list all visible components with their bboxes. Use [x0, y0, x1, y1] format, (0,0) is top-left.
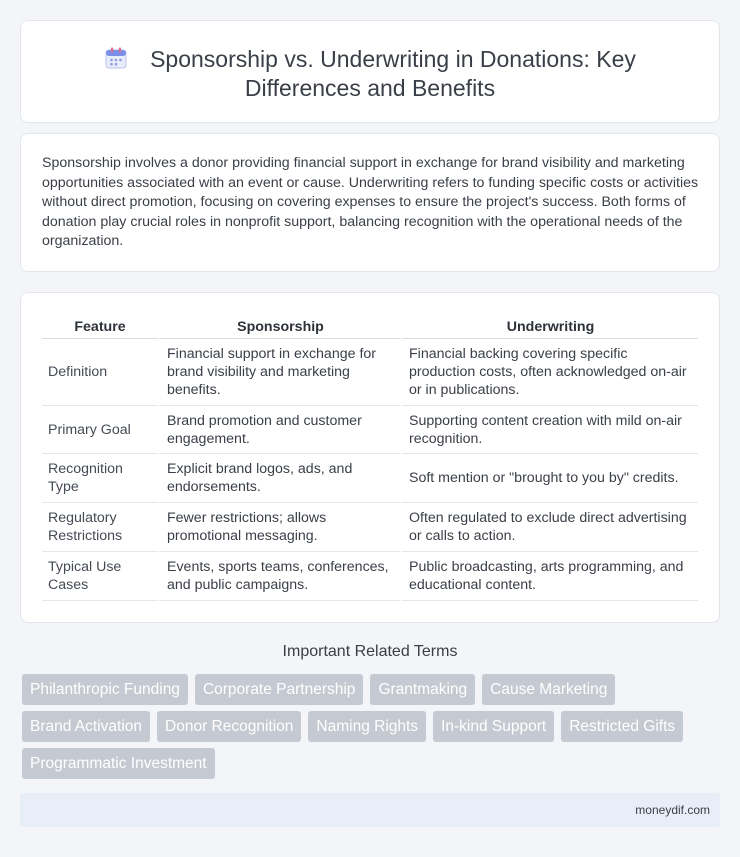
- header-feature: Feature: [42, 315, 158, 339]
- cell-feature: Regulatory Restrictions: [42, 503, 158, 552]
- table-row: [42, 552, 698, 601]
- tag-corporate-partnership[interactable]: Corporate Partnership: [195, 674, 364, 705]
- related-terms-heading: Important Related Terms: [282, 643, 458, 660]
- tag-restricted-gifts[interactable]: Restricted Gifts: [561, 711, 683, 742]
- cell-underwriting: Public broadcasting, arts programming, and educational content.: [400, 552, 698, 601]
- cell-sponsorship: Explicit brand logos, ads, and endorsements.: [158, 454, 400, 503]
- footer: [20, 793, 720, 827]
- table-row: [42, 406, 698, 454]
- page-title: Sponsorship vs. Underwriting in Donations: Key Differences and Benefits: [150, 46, 636, 101]
- tag-programmatic-investment[interactable]: Programmatic Investment: [22, 748, 215, 779]
- header-sponsorship: Sponsorship: [158, 315, 400, 339]
- tag-donor-recognition[interactable]: Donor Recognition: [157, 711, 301, 742]
- tag-in-kind-support[interactable]: In-kind Support: [433, 711, 554, 742]
- cell-sponsorship: Fewer restrictions; allows promotional messaging.: [158, 503, 400, 552]
- cell-sponsorship: Financial support in exchange for brand visibility and marketing benefits.: [158, 339, 400, 406]
- cell-sponsorship: Brand promotion and customer engagement.: [158, 406, 400, 454]
- table-row: [42, 454, 698, 503]
- cell-underwriting: Supporting content creation with mild on-air recognition.: [400, 406, 698, 454]
- tag-grantmaking[interactable]: Grantmaking: [370, 674, 475, 705]
- cell-underwriting: Often regulated to exclude direct advertising or calls to action.: [400, 503, 698, 552]
- related-terms-tags: [22, 674, 712, 785]
- cell-underwriting: Soft mention or "brought to you by" credits.: [400, 454, 698, 503]
- comparison-table: [42, 315, 698, 601]
- cell-feature: Typical Use Cases: [42, 552, 158, 601]
- cell-feature: Definition: [42, 339, 158, 406]
- cell-underwriting: Financial backing covering specific production costs, often acknowledged on-air or in publications.: [400, 339, 698, 406]
- cell-feature: Primary Goal: [42, 406, 158, 454]
- cell-sponsorship: Events, sports teams, conferences, and public campaigns.: [158, 552, 400, 601]
- tag-philanthropic-funding[interactable]: Philanthropic Funding: [22, 674, 188, 705]
- footer-source[interactable]: moneydif.com: [635, 803, 710, 817]
- title-card: [20, 20, 720, 123]
- intro-card: [20, 133, 720, 272]
- table-header-row: [42, 315, 698, 339]
- table-row: [42, 503, 698, 552]
- intro-text: Sponsorship involves a donor providing financial support in exchange for brand visibility and marketing opportunities associated with an event or cause. Underwriting refers to funding specific costs or activities without direct promotion, focusing on covering expenses to ensure the project's success. Both forms of donation play crucial roles in nonprofit support, balancing recognition with the operational needs of the organization.: [42, 155, 699, 250]
- tag-naming-rights[interactable]: Naming Rights: [308, 711, 426, 742]
- header-underwriting: Underwriting: [400, 315, 698, 339]
- cell-feature: Recognition Type: [42, 454, 158, 503]
- calendar-icon: [104, 46, 128, 70]
- page-title-wrap: [61, 45, 679, 103]
- tag-brand-activation[interactable]: Brand Activation: [22, 711, 150, 742]
- tag-cause-marketing[interactable]: Cause Marketing: [482, 674, 615, 705]
- table-row: [42, 339, 698, 406]
- comparison-table-card: [20, 292, 720, 623]
